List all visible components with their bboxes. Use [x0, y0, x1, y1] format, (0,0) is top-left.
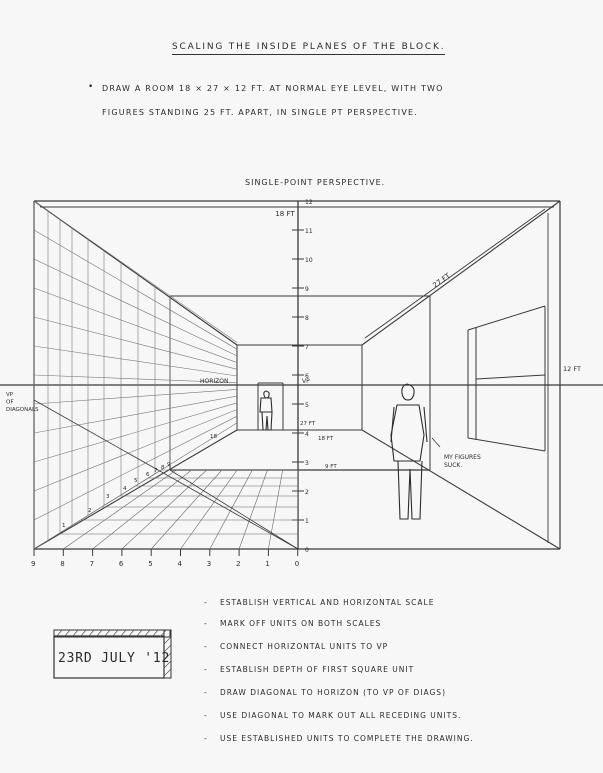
vp-diagonals-label: VP — [6, 392, 14, 398]
step-4: - ESTABLISH DEPTH OF FIRST SQUARE UNIT — [204, 665, 415, 674]
step-dash: - — [204, 688, 208, 697]
diagonal-unit-label: 2 — [88, 508, 92, 514]
width-label: 18 FT — [275, 210, 295, 218]
vp-diagonals-label: DIAGONALS — [6, 407, 39, 413]
figure-small-head — [264, 391, 269, 398]
floor-right-recession — [362, 430, 560, 549]
horizontal-scale-label: 1 — [265, 560, 270, 568]
instruction-line-1: DRAW A ROOM 18 × 27 × 12 FT. AT NORMAL EYE LEVEL, WITH TWO — [102, 84, 444, 93]
horizontal-scale-label: 7 — [89, 560, 95, 568]
horizontal-scale-label: 2 — [236, 560, 241, 568]
floor-left-recession — [34, 430, 237, 549]
depth-18-floor-label: 18 — [210, 434, 217, 440]
window-top — [468, 306, 545, 330]
vertical-scale-label: 6 — [305, 373, 309, 380]
diagonal-unit-label: 4 — [123, 486, 127, 492]
drawing-title: SINGLE-POINT PERSPECTIVE. — [245, 178, 386, 187]
left-wall-unit-line — [34, 317, 237, 369]
vertical-scale-label: 3 — [305, 460, 309, 467]
figures-note: MY FIGURES — [444, 454, 481, 461]
step-6: - USE DIAGONAL TO MARK OUT ALL RECEDING UNITS. — [204, 711, 462, 720]
step-7: - USE ESTABLISHED UNITS TO COMPLETE THE DRAWING. — [204, 734, 474, 743]
diagonal-unit-label: 1 — [62, 523, 66, 529]
vertical-scale-label: 1 — [305, 518, 309, 525]
vertical-scale-label: 4 — [305, 431, 309, 438]
left-wall-unit-line — [34, 403, 237, 462]
bullet-point: • — [88, 82, 94, 92]
depth-label: 27 FT — [431, 271, 452, 290]
figure-large-arms — [391, 407, 427, 442]
step-3: - CONNECT HORIZONTAL UNITS TO VP — [204, 642, 389, 651]
window-bottom — [468, 438, 545, 451]
vertical-scale-label: 0 — [305, 547, 309, 554]
page-title: SCALING THE INSIDE PLANES OF THE BLOCK. — [172, 42, 445, 55]
vertical-scale-label: 11 — [305, 228, 313, 235]
floor-unit-line — [151, 470, 222, 549]
step-5: - DRAW DIAGONAL TO HORIZON (TO VP OF DIAGS) — [204, 688, 446, 697]
step-dash: - — [204, 734, 208, 743]
window-mid — [476, 375, 545, 379]
floor-unit-line — [210, 470, 252, 549]
instruction-line-2: FIGURES STANDING 25 FT. APART, IN SINGLE PT PERSPECTIVE. — [102, 108, 419, 117]
vertical-scale-label: 12 — [305, 199, 313, 206]
vertical-scale-label: 2 — [305, 489, 309, 496]
vertical-scale-label: 9 — [305, 286, 309, 293]
diagonal-unit-label: 7 — [154, 468, 158, 474]
figures-note: SUCK. — [444, 462, 463, 469]
floor-unit-line — [268, 470, 282, 549]
step-dash: - — [204, 665, 208, 674]
step-2: - MARK OFF UNITS ON BOTH SCALES — [204, 619, 382, 628]
step-dash: - — [204, 598, 208, 607]
vp-diagonals-label: OF — [6, 399, 14, 406]
left-wall-unit-line — [34, 201, 237, 342]
horizontal-scale-label: 4 — [177, 560, 182, 568]
diagonal-unit-label: 9 — [167, 462, 171, 468]
step-dash: - — [204, 711, 208, 720]
ceiling-left-recession — [34, 201, 237, 345]
figure-large-head — [402, 384, 414, 400]
horizontal-scale-label: 3 — [206, 560, 212, 568]
depth-9-label: 9 FT — [325, 464, 337, 470]
horizon-label: HORIZON — [200, 378, 229, 385]
depth-27-inner-label: 27 FT — [300, 421, 316, 427]
diagonal-unit-label: 3 — [106, 494, 110, 500]
note-arrow — [432, 438, 440, 447]
left-wall-unit-line — [34, 416, 237, 520]
depth-dimension-line — [365, 209, 545, 338]
figure-large-torso — [391, 405, 424, 461]
vertical-scale-label: 7 — [305, 344, 309, 351]
floor-unit-line — [239, 470, 267, 549]
depth-18-inner-label: 18 FT — [318, 436, 334, 442]
diagonal-unit-label: 6 — [146, 472, 150, 478]
figures — [260, 384, 427, 519]
step-1: - ESTABLISH VERTICAL AND HORIZONTAL SCALE — [204, 598, 435, 607]
vertical-scale-label: 10 — [305, 257, 313, 264]
date-stamp: 23RD JULY '12 — [58, 651, 171, 666]
left-wall-unit-line — [34, 346, 237, 376]
floor-unit-line — [63, 470, 176, 549]
diagonal-unit-label: 5 — [134, 478, 138, 484]
vertical-scale-label: 5 — [305, 402, 309, 409]
vp-label: VP — [302, 378, 310, 385]
horizontal-scale-label: 6 — [118, 560, 124, 568]
vertical-scale-label: 8 — [305, 315, 309, 322]
horizontal-scale-label: 9 — [31, 560, 36, 568]
figure-small-body — [260, 398, 272, 430]
height-label: 12 FT — [563, 365, 581, 373]
step-dash: - — [204, 619, 208, 628]
horizontal-scale-label: 0 — [294, 560, 300, 568]
left-wall-unit-line — [34, 288, 237, 363]
diagonal-unit-label: 8 — [161, 465, 165, 471]
left-wall-unit-line — [34, 230, 237, 349]
step-dash: - — [204, 642, 208, 651]
horizontal-scale-label: 5 — [148, 560, 153, 568]
ceiling-right-recession — [362, 201, 560, 345]
horizontal-scale-label: 8 — [60, 560, 65, 568]
